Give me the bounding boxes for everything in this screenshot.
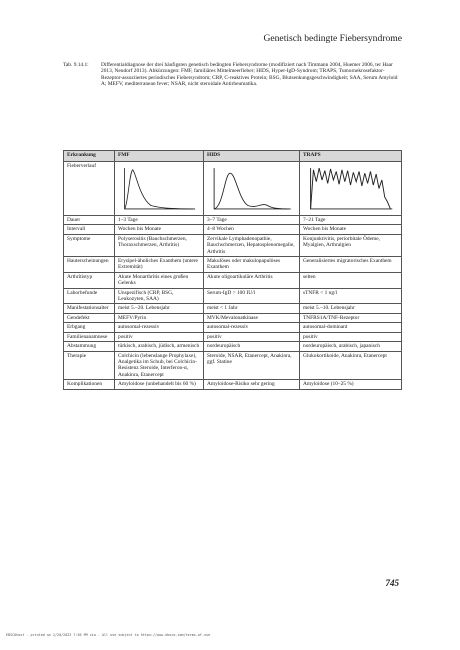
row-label: Arthritistyp	[64, 272, 115, 288]
row-label: Hauterscheinungen	[64, 257, 115, 273]
traps-cell: sTNFR < 1 ng/l	[300, 288, 402, 304]
traps-cell: 7–21 Tage	[300, 216, 402, 225]
fmf-cell: Wochen bis Monate	[115, 225, 204, 234]
traps-cell: Wochen bis Monate	[300, 225, 402, 234]
row-label: Therapie	[64, 351, 115, 380]
traps-cell: Generalisiertes migratorisches Exanthem	[300, 257, 402, 273]
hids-cell: Zervikale Lymphadenopathie, Bauchschmerzen, Hepatosplenomegalie, Arthritis	[204, 234, 300, 256]
hids-cell: Amyloidose-Risiko sehr gering	[204, 380, 300, 389]
traps-cell: autosomal-dominant	[300, 323, 402, 332]
header-erkrankung: Erkrankung	[64, 151, 115, 162]
table-row	[64, 234, 402, 256]
traps-cell: TNFRS1A/TNF-Rezeptor	[300, 313, 402, 322]
hids-cell: MVK/Mevalonatkinase	[204, 313, 300, 322]
row-label: Erbgang	[64, 323, 115, 332]
traps-cell: Amyloidose (10–25 %)	[300, 380, 402, 389]
fever-curve-label: Fieberverlauf	[64, 162, 115, 216]
table-row	[64, 351, 402, 380]
header-fmf: FMF	[115, 151, 204, 162]
table-row	[64, 216, 402, 225]
hids-cell: autosomal-rezessiv	[204, 323, 300, 332]
hids-cell: Steroide, NSAR, Etanercept, Anakinra, ggf. Statine	[204, 351, 300, 380]
hids-curve	[214, 173, 289, 209]
traps-axes	[311, 168, 393, 209]
fmf-fever-curve	[115, 162, 204, 216]
row-label: Intervall	[64, 225, 115, 234]
traps-cell: positiv	[300, 332, 402, 341]
caption-text: Differentialdiagnose der drei häufigsten genetisch bedingten Fiebersyndrome (modifiziert nach Timmann 2004, Huemer 2006, ter Haar 2013, Neudorf 2013). Abkürzungen: FMF, familiäres Mittelmeerfieber; HIDS, Hyper-IgD-Syndrom; TRAPS, Tumornekrosefaktor-Rezeptor-assoziiertes periodisches Fiebersyndrom; CRP, C-reaktives Protein; BSG, Blutsenkungsgeschwindigkeit; SAA, Serum Amyloid A; MEFV, mediterranean fever; NSAR, nicht steroidale Antirheumatika.	[101, 62, 398, 88]
row-label: Laborbefunde	[64, 288, 115, 304]
row-label: Manifestationsalter	[64, 304, 115, 313]
table-row	[64, 313, 402, 322]
fmf-cell: Colchicin (lebenslange Prophylaxe), Analgetika im Schub, bei Colchicin-Resistenz Steroide, Interferon-α, Anakinra, Etanercept	[115, 351, 204, 380]
traps-cell: meist 5.–10. Lebensjahr	[300, 304, 402, 313]
row-label: Abstammung	[64, 342, 115, 351]
hids-cell: Akute oligoartikuläre Arthritis	[204, 272, 300, 288]
hids-cell: meist < 1 Jahr	[204, 304, 300, 313]
table-row	[64, 304, 402, 313]
header-traps: TRAPS	[300, 151, 402, 162]
table-row	[64, 332, 402, 341]
traps-curve	[311, 168, 391, 209]
print-notice: EBSCOhost - printed on 2/20/2023 7:56 PM via . All use subject to https://www.ebsco.com/terms-of-use	[6, 633, 211, 637]
table-row	[64, 342, 402, 351]
fmf-cell: autosomal-rezessiv	[115, 323, 204, 332]
table-row	[64, 380, 402, 389]
fmf-cell: 1–3 Tage	[115, 216, 204, 225]
table-row	[64, 272, 402, 288]
hids-cell: Makulöses oder makulopapulöses Exanthem	[204, 257, 300, 273]
row-label: Familienanamnese	[64, 332, 115, 341]
table-row	[64, 288, 402, 304]
fmf-cell: positiv	[115, 332, 204, 341]
hids-fever-curve	[204, 162, 300, 216]
fmf-curve	[125, 170, 194, 209]
running-header: Genetisch bedingte Fiebersyndrome	[263, 33, 402, 44]
fmf-cell: Amyloidose (unbehandelt bis 60 %)	[115, 380, 204, 389]
row-label: Gendefekt	[64, 313, 115, 322]
hids-cell: 3–7 Tage	[204, 216, 300, 225]
hids-cell: nordeuropäisch	[204, 342, 300, 351]
table-row	[64, 323, 402, 332]
hids-cell: 4–8 Wochen	[204, 225, 300, 234]
fmf-cell: Akute Monarthritis eines großen Gelenks	[115, 272, 204, 288]
differential-diagnosis-table	[63, 150, 402, 390]
traps-cell: Glukokortikoide, Anakinra, Etanercept	[300, 351, 402, 380]
fmf-cell: Erysipel-ähnliches Exanthem (untere Extremität)	[115, 257, 204, 273]
traps-cell: Konjunktivitis, periorbitale Ödeme, Myalgien, Arthralgien	[300, 234, 402, 256]
table-row	[64, 257, 402, 273]
table-row	[64, 225, 402, 234]
header-hids: HIDS	[204, 151, 300, 162]
fmf-cell: meist 5.–20. Lebensjahr	[115, 304, 204, 313]
hids-cell: positiv	[204, 332, 300, 341]
caption-label: Tab. 9.14.1:	[63, 62, 89, 68]
row-label: Komplikationen	[64, 380, 115, 389]
table-caption	[63, 62, 401, 88]
traps-cell: selten	[300, 272, 402, 288]
table-header-row	[64, 151, 402, 162]
hids-cell: Serum-IgD > 100 IU/l	[204, 288, 300, 304]
traps-cell: nordeuropäisch, arabisch, japanisch	[300, 342, 402, 351]
page-number: 745	[385, 578, 399, 588]
hids-axes	[214, 168, 291, 209]
fmf-cell: türkisch, arabisch, jüdisch, armenisch	[115, 342, 204, 351]
fmf-cell: MEFV/Pyrin	[115, 313, 204, 322]
row-label: Dauer	[64, 216, 115, 225]
fever-curve-row	[64, 162, 402, 216]
fmf-cell: Polyserositis (Bauchschmerzen, Thoraxschmerzen, Arthritis)	[115, 234, 204, 256]
row-label: Symptome	[64, 234, 115, 256]
traps-fever-curve	[300, 162, 402, 216]
fmf-cell: Unspezifisch (CRP, BSG, Leukozyten, SAA)	[115, 288, 204, 304]
